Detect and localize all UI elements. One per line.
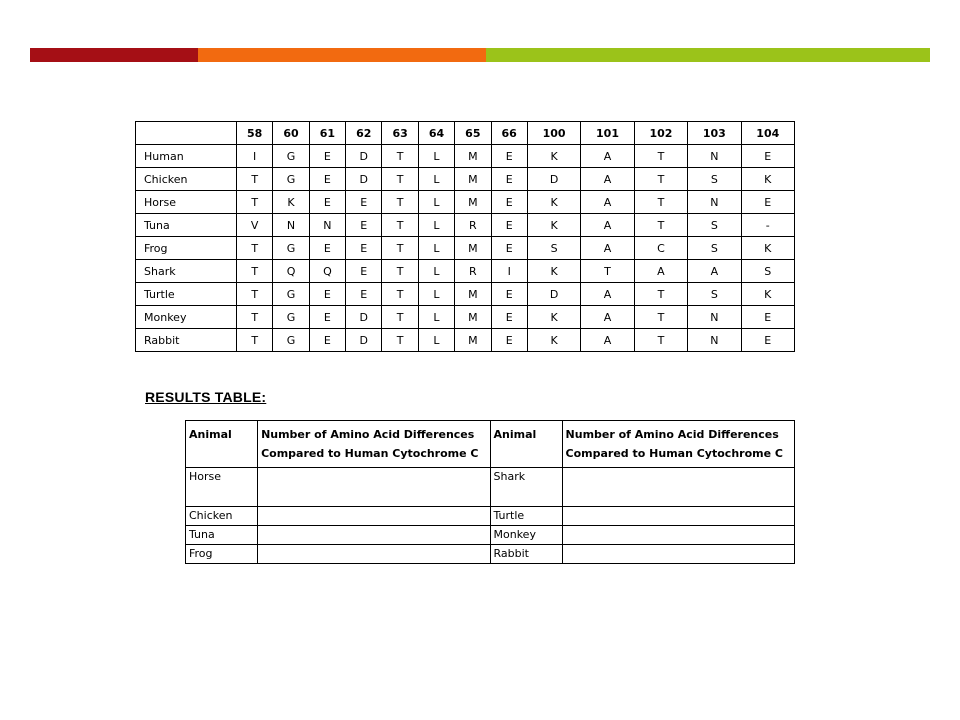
residue-cell: D xyxy=(527,283,580,306)
animal-name-cell: Horse xyxy=(136,191,237,214)
residue-cell: A xyxy=(581,237,634,260)
residue-cell: L xyxy=(418,283,454,306)
sequence-row xyxy=(136,260,795,283)
residue-cell: R xyxy=(455,260,491,283)
residue-cell: E xyxy=(309,145,345,168)
sequence-table xyxy=(135,121,795,352)
result-diff-left[interactable] xyxy=(258,545,490,564)
residue-cell: T xyxy=(382,191,418,214)
residue-cell: T xyxy=(237,329,273,352)
residue-cell: M xyxy=(455,237,491,260)
position-header: 101 xyxy=(581,122,634,145)
animal-name-cell: Monkey xyxy=(136,306,237,329)
residue-cell: E xyxy=(491,306,527,329)
residue-cell: E xyxy=(491,145,527,168)
differences-header-left: Number of Amino Acid Differences Compared to Human Cytochrome C xyxy=(258,421,490,468)
residue-cell: T xyxy=(382,168,418,191)
results-header-row xyxy=(186,421,795,468)
position-header: 65 xyxy=(455,122,491,145)
residue-cell: E xyxy=(346,191,382,214)
result-animal-left: Horse xyxy=(186,468,258,507)
animal-name-cell: Human xyxy=(136,145,237,168)
position-header: 62 xyxy=(346,122,382,145)
residue-cell: T xyxy=(634,329,687,352)
residue-cell: K xyxy=(273,191,309,214)
header-bar-orange xyxy=(198,48,486,62)
residue-cell: V xyxy=(237,214,273,237)
residue-cell: E xyxy=(309,306,345,329)
residue-cell: N xyxy=(688,191,741,214)
residue-cell: E xyxy=(309,283,345,306)
sequence-row xyxy=(136,283,795,306)
residue-cell: M xyxy=(455,145,491,168)
residue-cell: E xyxy=(491,329,527,352)
position-header: 104 xyxy=(741,122,794,145)
animal-name-cell: Chicken xyxy=(136,168,237,191)
residue-cell: T xyxy=(382,283,418,306)
residue-cell: E xyxy=(741,306,794,329)
residue-cell: G xyxy=(273,306,309,329)
residue-cell: T xyxy=(237,283,273,306)
residue-cell: G xyxy=(273,145,309,168)
animal-name-cell: Turtle xyxy=(136,283,237,306)
residue-cell: S xyxy=(688,237,741,260)
residue-cell: T xyxy=(634,168,687,191)
position-header: 64 xyxy=(418,122,454,145)
residue-cell: D xyxy=(346,168,382,191)
residue-cell: E xyxy=(346,214,382,237)
residue-cell: R xyxy=(455,214,491,237)
residue-cell: D xyxy=(527,168,580,191)
residue-cell: S xyxy=(741,260,794,283)
residue-cell: M xyxy=(455,168,491,191)
residue-cell: T xyxy=(237,237,273,260)
residue-cell: T xyxy=(634,283,687,306)
residue-cell: I xyxy=(237,145,273,168)
residue-cell: K xyxy=(527,191,580,214)
results-title: RESULTS TABLE: xyxy=(145,389,267,405)
residue-cell: T xyxy=(634,306,687,329)
residue-cell: A xyxy=(634,260,687,283)
result-diff-right[interactable] xyxy=(562,507,794,526)
residue-cell: A xyxy=(581,191,634,214)
residue-cell: A xyxy=(581,145,634,168)
residue-cell: E xyxy=(309,191,345,214)
result-animal-right: Shark xyxy=(490,468,562,507)
residue-cell: A xyxy=(581,214,634,237)
result-diff-left[interactable] xyxy=(258,468,490,507)
animal-header-right: Animal xyxy=(490,421,562,468)
animal-header-left: Animal xyxy=(186,421,258,468)
sequence-row xyxy=(136,168,795,191)
residue-cell: Q xyxy=(309,260,345,283)
residue-cell: T xyxy=(382,237,418,260)
result-diff-right[interactable] xyxy=(562,545,794,564)
residue-cell: T xyxy=(237,260,273,283)
residue-cell: D xyxy=(346,306,382,329)
residue-cell: L xyxy=(418,214,454,237)
residue-cell: T xyxy=(634,191,687,214)
corner-cell xyxy=(136,122,237,145)
residue-cell: T xyxy=(382,214,418,237)
residue-cell: D xyxy=(346,329,382,352)
residue-cell: D xyxy=(346,145,382,168)
residue-cell: T xyxy=(237,168,273,191)
position-header: 63 xyxy=(382,122,418,145)
residue-cell: T xyxy=(382,260,418,283)
residue-cell: A xyxy=(581,306,634,329)
results-row xyxy=(186,507,795,526)
residue-cell: N xyxy=(273,214,309,237)
result-diff-left[interactable] xyxy=(258,507,490,526)
residue-cell: L xyxy=(418,260,454,283)
sequence-row xyxy=(136,191,795,214)
residue-cell: L xyxy=(418,145,454,168)
residue-cell: E xyxy=(741,145,794,168)
residue-cell: K xyxy=(741,168,794,191)
residue-cell: E xyxy=(491,283,527,306)
animal-name-cell: Rabbit xyxy=(136,329,237,352)
residue-cell: K xyxy=(741,237,794,260)
residue-cell: M xyxy=(455,306,491,329)
residue-cell: T xyxy=(237,191,273,214)
sequence-row xyxy=(136,306,795,329)
sequence-row xyxy=(136,214,795,237)
residue-cell: T xyxy=(382,329,418,352)
result-diff-right[interactable] xyxy=(562,526,794,545)
residue-cell: N xyxy=(688,306,741,329)
sequence-row xyxy=(136,237,795,260)
animal-name-cell: Frog xyxy=(136,237,237,260)
residue-cell: G xyxy=(273,283,309,306)
residue-cell: S xyxy=(527,237,580,260)
residue-cell: C xyxy=(634,237,687,260)
residue-cell: E xyxy=(346,237,382,260)
residue-cell: G xyxy=(273,329,309,352)
residue-cell: K xyxy=(527,329,580,352)
animal-name-cell: Tuna xyxy=(136,214,237,237)
result-animal-right: Turtle xyxy=(490,507,562,526)
residue-cell: K xyxy=(527,214,580,237)
residue-cell: N xyxy=(309,214,345,237)
residue-cell: T xyxy=(237,306,273,329)
residue-cell: K xyxy=(741,283,794,306)
position-header: 60 xyxy=(273,122,309,145)
sequence-row xyxy=(136,145,795,168)
residue-cell: E xyxy=(491,168,527,191)
result-animal-left: Tuna xyxy=(186,526,258,545)
residue-cell: G xyxy=(273,168,309,191)
residue-cell: T xyxy=(581,260,634,283)
results-table xyxy=(185,420,795,564)
results-row xyxy=(186,545,795,564)
residue-cell: A xyxy=(581,283,634,306)
position-header: 100 xyxy=(527,122,580,145)
residue-cell: L xyxy=(418,191,454,214)
header-bar-green xyxy=(486,48,930,62)
residue-cell: T xyxy=(634,214,687,237)
position-header: 102 xyxy=(634,122,687,145)
residue-cell: L xyxy=(418,329,454,352)
result-diff-left[interactable] xyxy=(258,526,490,545)
result-animal-right: Rabbit xyxy=(490,545,562,564)
residue-cell: A xyxy=(688,260,741,283)
residue-cell: K xyxy=(527,260,580,283)
results-row xyxy=(186,468,795,507)
sequence-row xyxy=(136,329,795,352)
header-bar-red xyxy=(30,48,198,62)
residue-cell: S xyxy=(688,283,741,306)
residue-cell: M xyxy=(455,283,491,306)
residue-cell: N xyxy=(688,329,741,352)
residue-cell: E xyxy=(346,260,382,283)
result-animal-right: Monkey xyxy=(490,526,562,545)
position-header: 103 xyxy=(688,122,741,145)
position-header: 66 xyxy=(491,122,527,145)
residue-cell: T xyxy=(382,306,418,329)
residue-cell: E xyxy=(491,237,527,260)
result-animal-left: Chicken xyxy=(186,507,258,526)
residue-cell: E xyxy=(309,237,345,260)
sequence-table-body xyxy=(136,145,795,352)
residue-cell: E xyxy=(346,283,382,306)
residue-cell: L xyxy=(418,168,454,191)
animal-name-cell: Shark xyxy=(136,260,237,283)
residue-cell: A xyxy=(581,168,634,191)
residue-cell: E xyxy=(741,191,794,214)
residue-cell: G xyxy=(273,237,309,260)
position-header: 61 xyxy=(309,122,345,145)
residue-cell: L xyxy=(418,237,454,260)
residue-cell: E xyxy=(309,329,345,352)
residue-cell: T xyxy=(634,145,687,168)
residue-cell: E xyxy=(491,214,527,237)
residue-cell: M xyxy=(455,191,491,214)
residue-cell: N xyxy=(688,145,741,168)
residue-cell: S xyxy=(688,168,741,191)
differences-header-right: Number of Amino Acid Differences Compared to Human Cytochrome C xyxy=(562,421,794,468)
position-header: 58 xyxy=(237,122,273,145)
residue-cell: - xyxy=(741,214,794,237)
residue-cell: K xyxy=(527,145,580,168)
residue-cell: T xyxy=(382,145,418,168)
results-row xyxy=(186,526,795,545)
result-diff-right[interactable] xyxy=(562,468,794,507)
residue-cell: A xyxy=(581,329,634,352)
residue-cell: S xyxy=(688,214,741,237)
residue-cell: L xyxy=(418,306,454,329)
residue-cell: I xyxy=(491,260,527,283)
residue-cell: E xyxy=(491,191,527,214)
residue-cell: Q xyxy=(273,260,309,283)
sequence-header-row xyxy=(136,122,795,145)
residue-cell: E xyxy=(309,168,345,191)
residue-cell: E xyxy=(741,329,794,352)
residue-cell: M xyxy=(455,329,491,352)
residue-cell: K xyxy=(527,306,580,329)
result-animal-left: Frog xyxy=(186,545,258,564)
